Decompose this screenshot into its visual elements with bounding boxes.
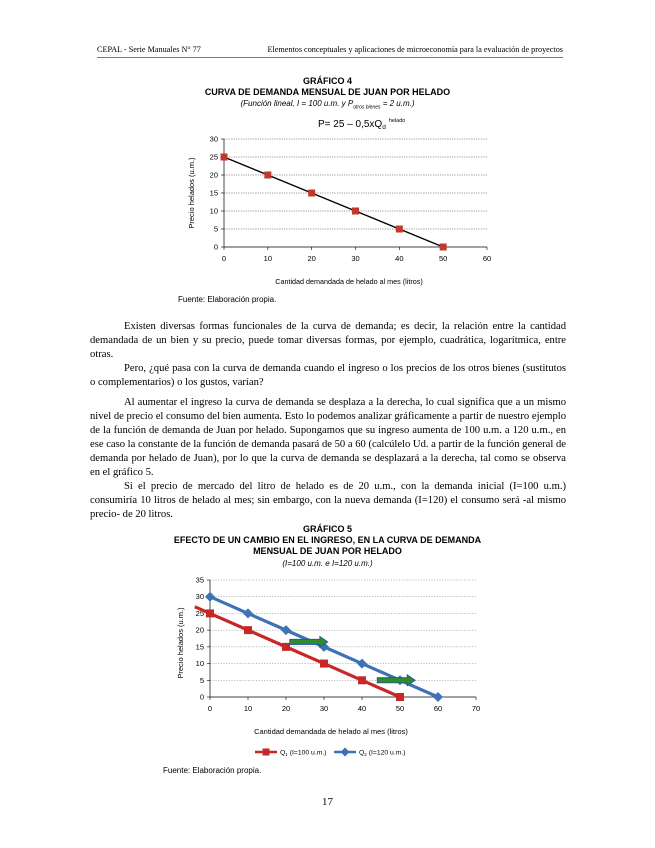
figure5-title-line1: EFECTO DE UN CAMBIO EN EL INGRESO, EN LA CURVA DE DEMANDA [173, 535, 482, 545]
shift-arrow [290, 636, 328, 647]
data-point [440, 244, 447, 251]
data-point-q1 [320, 660, 328, 668]
data-point [308, 190, 315, 197]
legend-marker-q2 [341, 748, 350, 757]
x-tick-label: 10 [263, 254, 273, 263]
figure5-subtitle: (I=100 u.m. e I=120 u.m.) [282, 559, 373, 568]
y-tick-label: 5 [199, 675, 204, 685]
y-tick-label: 35 [195, 575, 204, 585]
figure4-y-axis-title: Precio helados (u.m.) [187, 157, 196, 229]
data-point-q1 [396, 693, 404, 701]
y-tick-label: 10 [209, 206, 218, 216]
x-tick-label: 50 [395, 704, 405, 713]
x-tick-label: 0 [221, 254, 227, 263]
demand-line [224, 157, 443, 247]
paragraph-1: Existen diversas formas funcionales de la curva de demanda; es decir, la relación entre la cantidad demandada de un bien y su precio, puede tomar diversas formas, por ejemplo, cuadrática, logarítmica, entre otras. [90, 321, 566, 360]
x-tick-label: 40 [357, 704, 367, 713]
legend-label-q1: $Q_1$ (I=100 u.m.) [280, 749, 327, 757]
figure4-equation: $P= 25 - 0,5xQ_d^{helado}$ [318, 118, 406, 131]
data-point [352, 208, 359, 215]
x-tick-label: 40 [395, 254, 404, 263]
y-tick-label: 25 [195, 608, 204, 618]
x-tick-label: 60 [482, 254, 492, 263]
data-point-q2 [205, 592, 215, 602]
x-tick-label: 0 [207, 704, 213, 713]
data-point-q1 [244, 626, 252, 634]
y-tick-label: 30 [195, 592, 204, 602]
y-tick-label: 15 [209, 188, 218, 198]
data-point-q2 [357, 659, 367, 669]
y-tick-label: 30 [209, 134, 218, 144]
x-tick-label: 20 [307, 254, 316, 263]
paragraph-2: Pero, ¿qué pasa con la curva de demanda cuando el ingreso o los precios de los otros bienes (sustitutos o complementarios) o los gustos, varían? [90, 363, 566, 388]
y-tick-label: 20 [209, 170, 218, 180]
header-right: Elementos conceptuales y aplicaciones de microeconomía para la evaluación de proyectos [267, 45, 563, 54]
data-point [396, 226, 403, 233]
x-tick-label: 70 [471, 704, 481, 713]
paragraph-3: Al aumentar el ingreso la curva de demanda se desplaza a la derecha, lo cual significa que a un mismo nivel de precio el consumo del bien aumenta. Esto lo podemos analizar gráficamente a partir de nuestro ejemplo de la función de demanda de Juan por helado. Supongamos que su ingreso aumenta de 100 u.m. a 120 u.m., en ese caso la constante de la función de demanda pasará de 50 a 60 (calcúlelo Ud. a partir de la función general de demanda por helado de Juan), por lo que la curva de demanda se desplazará a la derecha, tal como se observa en el gráfico 5. [90, 397, 566, 478]
figure5-x-axis-title: Cantidad demandada de helado al mes (litros) [254, 727, 408, 736]
x-tick-label: 20 [281, 704, 291, 713]
y-tick-label: 15 [195, 642, 204, 652]
data-point-q2 [281, 625, 291, 635]
data-point-q2 [243, 608, 253, 618]
page-number: 17 [322, 796, 333, 808]
x-tick-label: 30 [319, 704, 329, 713]
y-tick-label: 25 [209, 152, 218, 162]
figure4-x-axis-title: Cantidad demandada de helado al mes (litros) [275, 277, 423, 286]
x-tick-label: 10 [243, 704, 253, 713]
legend-marker-q1 [263, 749, 270, 756]
y-tick-label: 0 [199, 692, 204, 702]
data-point [221, 154, 228, 161]
y-tick-label: 5 [213, 224, 218, 234]
figure5-source: Fuente: Elaboración propia. [163, 766, 262, 775]
header-left: CEPAL - Serie Manuales N° 77 [97, 45, 201, 54]
legend-label-q2: $Q_2$ (I=120 u.m.) [359, 749, 406, 757]
figure5-chart [0, 570, 655, 770]
data-point-q1 [282, 643, 290, 651]
figure4-title: CURVA DE DEMANDA MENSUAL DE JUAN POR HELADO [204, 87, 451, 97]
data-point-q1 [206, 609, 214, 617]
shift-arrow [377, 675, 415, 686]
data-point [264, 172, 271, 179]
running-header [97, 45, 563, 58]
series-line-q1 [195, 607, 400, 697]
figure5-title-line2: MENSUAL DE JUAN POR HELADO [253, 546, 402, 556]
y-tick-label: 20 [195, 625, 204, 635]
figure4-subtitle: (Función lineal, I = 100 u.m. y $P_{otros bienes} = 2$ u.m.) [240, 99, 415, 111]
data-point-q2 [433, 692, 443, 702]
x-tick-label: 30 [351, 254, 360, 263]
paragraph-4: Si el precio de mercado del litro de helado es de 20 u.m., con la demanda inicial (I=100 u.m.) consumiría 10 litros de helado al mes; sin embargo, con la nueva demanda (I=120) el consumo será -al mismo precio- de 20 litros. [90, 481, 566, 520]
figure4-source: Fuente: Elaboración propia. [178, 295, 277, 304]
figure4-label: GRÁFICO 4 [302, 76, 352, 86]
figure5-label: GRÁFICO 5 [302, 524, 352, 534]
data-point-q1 [358, 676, 366, 684]
y-tick-label: 0 [213, 242, 218, 252]
x-tick-label: 60 [433, 704, 443, 713]
x-tick-label: 50 [438, 254, 448, 263]
y-tick-label: 10 [195, 659, 204, 669]
figure5-y-axis-title: Precio helados (u.m.) [176, 607, 185, 679]
